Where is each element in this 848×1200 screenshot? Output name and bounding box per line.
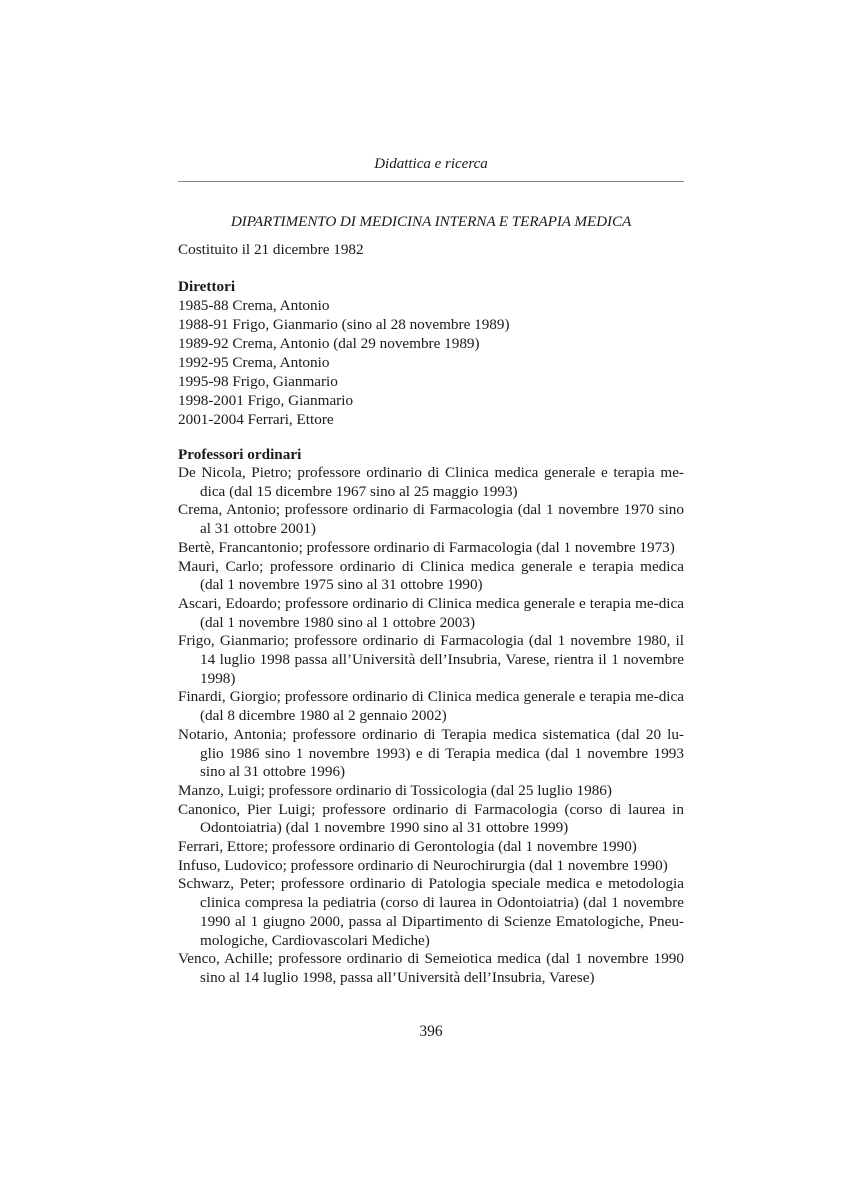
professor-entry: Schwarz, Peter; professore ordinario di Patologia speciale medica e metodologia clinica compresa la pediatria (corso di laurea in Odontoiatria) (dal 1 novembre 1990 al 1 giugno 2000, passa al Dipartimento di Scienze Ematologiche, Pneu-mologiche, Cardiovascolari Mediche) — [178, 875, 684, 949]
professor-entry: Notario, Antonia; professore ordinario di Terapia medica sistematica (dal 20 lu-glio 1986 sino 1 novembre 1993) e di Terapia medica (dal 1 novembre 1993 sino al 31 ottobre 1996) — [178, 725, 684, 781]
directors-section — [178, 277, 684, 429]
department-founded-date: Costituito il 21 dicembre 1982 — [178, 241, 364, 258]
professor-entry: Manzo, Luigi; professore ordinario di Tossicologia (dal 25 luglio 1986) — [178, 781, 612, 799]
professor-entry: Infuso, Ludovico; professore ordinario di Neurochirurgia (dal 1 novembre 1990) — [178, 856, 668, 874]
professor-entry: Ferrari, Ettore; professore ordinario di Gerontologia (dal 1 novembre 1990) — [178, 838, 637, 856]
director-item: 1992-95 Crema, Antonio — [178, 354, 330, 371]
department-title: DIPARTIMENTO DI MEDICINA INTERNA E TERAPIA MEDICA — [230, 213, 632, 230]
director-item: 1989-92 Crema, Antonio (dal 29 novembre 1989) — [178, 335, 480, 352]
professor-entry: Mauri, Carlo; professore ordinario di Clinica medica generale e terapia medica (dal 1 novembre 1975 sino al 31 ottobre 1990) — [178, 557, 684, 594]
director-item: 1995-98 Frigo, Gianmario — [178, 373, 338, 390]
director-item: 1985-88 Crema, Antonio — [178, 297, 330, 314]
professors-section — [178, 445, 684, 988]
director-item: 1988-91 Frigo, Gianmario (sino al 28 novembre 1989) — [178, 316, 510, 333]
professor-entry: Finardi, Giorgio; professore ordinario di Clinica medica generale e terapia me-dica (dal 8 dicembre 1980 al 2 gennaio 2002) — [178, 688, 684, 725]
running-header: Didattica e ricerca — [374, 156, 488, 172]
director-item: 2001-2004 Ferrari, Ettore — [178, 411, 334, 428]
professor-entry: De Nicola, Pietro; professore ordinario di Clinica medica generale e terapia me-dica (dal 15 dicembre 1967 sino al 25 maggio 1993) — [178, 464, 684, 500]
header-rule — [178, 181, 684, 182]
professor-entry: Canonico, Pier Luigi; professore ordinario di Farmacologia (corso di laurea in Odontoiatria) (dal 1 novembre 1990 sino al 31 ottobre 1999) — [178, 800, 684, 837]
professors-heading: Professori ordinari — [178, 446, 302, 463]
professor-entry: Frigo, Gianmario; professore ordinario di Farmacologia (dal 1 novembre 1980, il 14 luglio 1998 passa all’Università dell’Insubria, Varese, rientra il 1 novembre 1998) — [178, 632, 684, 687]
directors-heading: Direttori — [178, 278, 236, 295]
professor-entry: Bertè, Francantonio; professore ordinario di Farmacologia (dal 1 novembre 1973) — [178, 538, 675, 556]
professor-entry: Crema, Antonio; professore ordinario di Farmacologia (dal 1 novembre 1970 sino al 31 ottobre 2001) — [178, 501, 684, 538]
professor-entry: Ascari, Edoardo; professore ordinario di Clinica medica generale e terapia me-dica (dal 1 novembre 1980 sino al 1 ottobre 2003) — [178, 594, 684, 631]
director-item: 1998-2001 Frigo, Gianmario — [178, 392, 354, 409]
professor-entry: Venco, Achille; professore ordinario di Semeiotica medica (dal 1 novembre 1990 sino al 14 luglio 1998, passa all’Università dell’Insubria, Varese) — [178, 950, 684, 986]
page-number: 396 — [419, 1023, 443, 1040]
